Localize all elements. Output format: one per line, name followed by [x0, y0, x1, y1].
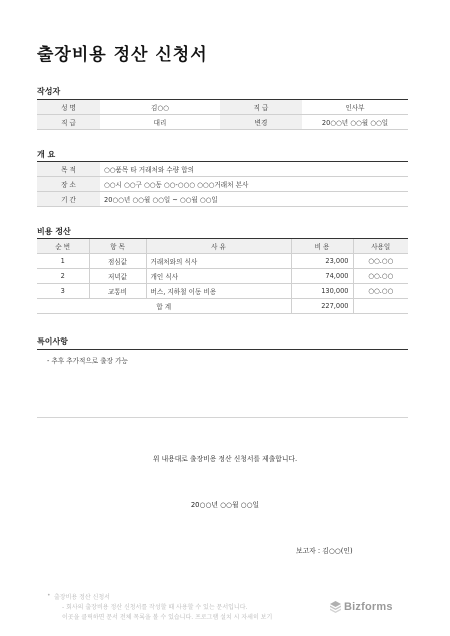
expense-date: ○○.○○ [353, 254, 408, 269]
expense-index: 3 [37, 284, 89, 299]
overview-section-label: 개 요 [37, 150, 56, 159]
expense-section-label: 비용 정산 [37, 227, 71, 236]
expense-row [37, 269, 408, 284]
expense-column-header: 사용일 [353, 239, 408, 254]
expense-column-header: 항 목 [89, 239, 146, 254]
author-row [37, 115, 408, 130]
expense-column-header: 순 번 [37, 239, 89, 254]
overview-label: 목 적 [37, 162, 100, 177]
footer-bullet: • [47, 592, 51, 599]
author-section-label: 작성자 [37, 87, 61, 96]
overview-label: 기 간 [37, 192, 100, 207]
bizforms-logo [330, 601, 393, 613]
reporter-signature: 보고자 : 김○○(인) [296, 547, 353, 555]
footer-description: - 회사의 출장비용 정산 신청서를 작성할 때 사용할 수 있는 문서입니다. [62, 604, 248, 611]
expense-column-header: 비 용 [291, 239, 353, 254]
expense-column-header: 사 유 [146, 239, 291, 254]
remarks-text: - 추후 추가적으로 출장 가능 [47, 357, 128, 365]
submission-statement: 위 내용대로 출장비용 정산 신청서를 제출합니다. [152, 455, 298, 463]
overview-value: 20○○년 ○○월 ○○일 ~ ○○월 ○○일 [100, 192, 408, 207]
expense-item: 저녁값 [89, 269, 146, 284]
remarks-top-rule [37, 349, 408, 350]
expense-index: 2 [37, 269, 89, 284]
bizforms-logo-icon [330, 601, 341, 613]
remarks-bottom-rule [37, 417, 408, 418]
overview-table [37, 161, 408, 207]
overview-label: 장 소 [37, 177, 100, 192]
expense-table [37, 238, 408, 314]
expense-total-label: 합 계 [37, 299, 291, 314]
submission-date: 20○○년 ○○월 ○○일 [190, 501, 260, 509]
author-label: 변경 [220, 115, 302, 130]
expense-row [37, 254, 408, 269]
overview-value: ○○시 ○○구 ○○동 ○○-○○○ ○○○거래처 본사 [100, 177, 408, 192]
author-label: 성 명 [37, 100, 100, 115]
expense-index: 1 [37, 254, 89, 269]
document-title: 출장비용 정산 신청서 [37, 45, 208, 65]
author-value: 대리 [100, 115, 220, 130]
overview-row [37, 177, 408, 192]
remarks-section-label: 특이사항 [37, 337, 68, 346]
author-table [37, 99, 408, 130]
expense-reason: 버스, 지하철 이동 비용 [146, 284, 291, 299]
expense-amount: 74,000 [291, 269, 353, 284]
bizforms-logo-text: Bizforms [344, 601, 393, 613]
expense-header-row [37, 239, 408, 254]
expense-reason: 거래처와의 식사 [146, 254, 291, 269]
expense-row [37, 284, 408, 299]
footer-title: 출장비용 정산 신청서 [54, 594, 110, 601]
expense-date: ○○.○○ [353, 269, 408, 284]
author-value: 인사부 [302, 100, 408, 115]
footer-link[interactable]: 이곳을 클릭하면 문서 전체 목록을 볼 수 있습니다. 프로그램 설치 시 자세히 보기 [62, 614, 273, 621]
expense-amount: 23,000 [291, 254, 353, 269]
expense-total-row [37, 299, 408, 314]
author-row [37, 100, 408, 115]
overview-value: ○○품목 타 거래처와 수량 합의 [100, 162, 408, 177]
expense-total-value: 227,000 [291, 299, 353, 314]
author-value: 김○○ [100, 100, 220, 115]
author-label: 직 급 [37, 115, 100, 130]
expense-item: 교통비 [89, 284, 146, 299]
expense-date: ○○.○○ [353, 284, 408, 299]
overview-row [37, 162, 408, 177]
expense-amount: 130,000 [291, 284, 353, 299]
expense-reason: 개인 식사 [146, 269, 291, 284]
author-value: 20○○년 ○○월 ○○일 [302, 115, 408, 130]
overview-row [37, 192, 408, 207]
expense-item: 점심값 [89, 254, 146, 269]
expense-total-blank [353, 299, 408, 314]
author-label: 직 급 [220, 100, 302, 115]
